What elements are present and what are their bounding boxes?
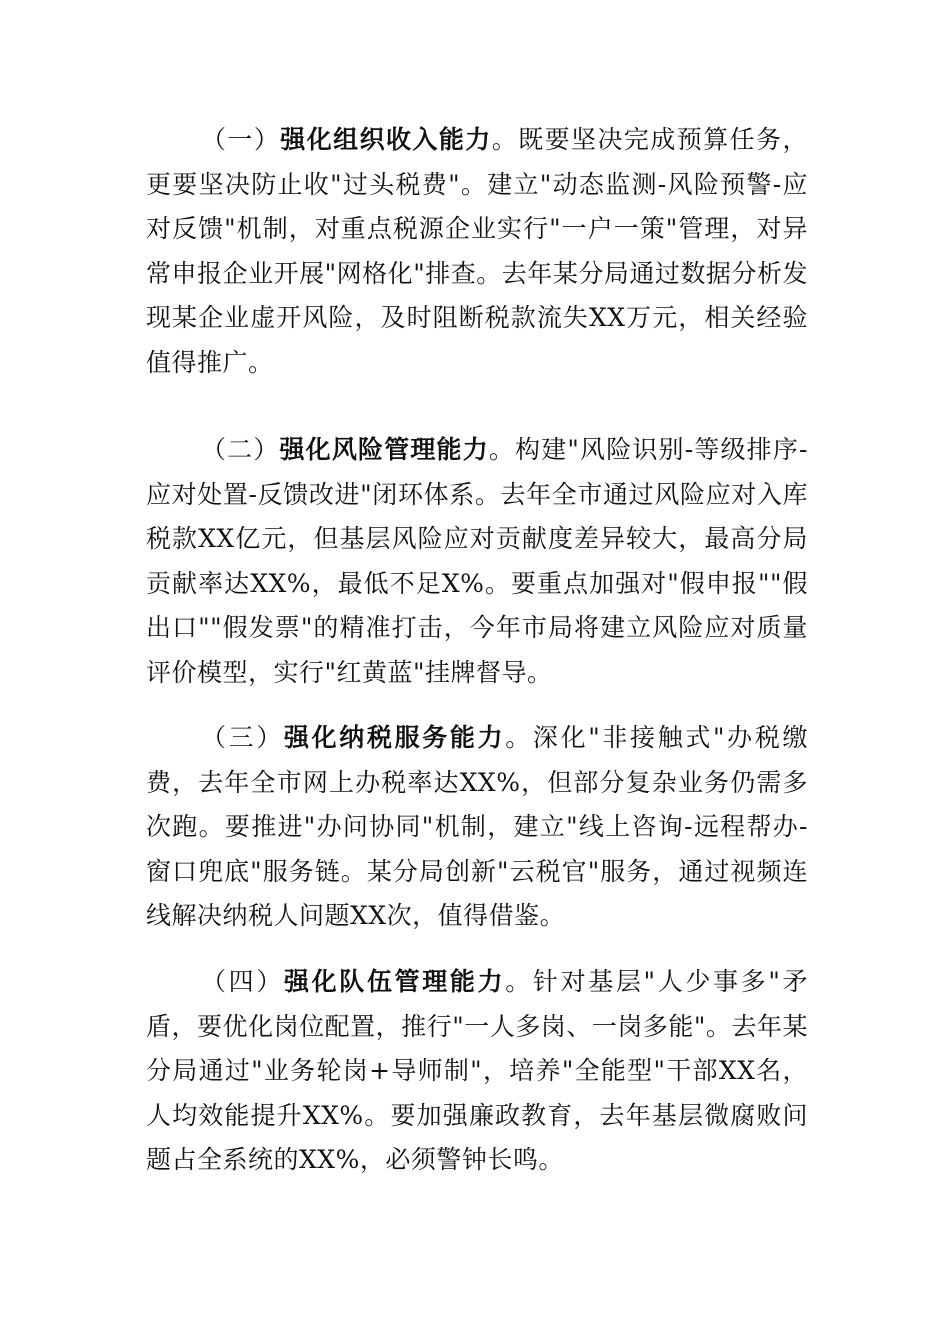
paragraph-4 [146, 960, 808, 1183]
paragraph-2-number: （二） [201, 435, 280, 464]
paragraph-3-heading: 强化纳税服务能力 [283, 723, 506, 752]
paragraph-3-body: 。深化"非接触式"办税缴费，去年全市网上办税率达XX%，但部分复杂业务仍需多次跑。要推进"办问协同"机制，建立"线上咨询-远程帮办-窗口兜底"服务链。某分局创新"云税官"服务，通过视频连线解决纳税人问题XX次，值得借鉴。 [146, 723, 808, 931]
paragraph-1 [146, 118, 808, 386]
paragraph-1-body: 。既要坚决完成预算任务，更要坚决防止收"过头税费"。建立"动态监测-风险预警-应对反馈"机制，对重点税源企业实行"一户一策"管理，对异常申报企业开展"网格化"排查。去年某分局通过数据分析发现某企业虚开风险，及时阻断税款流失XX万元，相关经验值得推广。 [146, 125, 808, 377]
paragraph-1-heading: 强化组织收入能力 [280, 125, 492, 154]
paragraph-4-body: 。针对基层"人少事多"矛盾，要优化岗位配置，推行"一人多岗、一岗多能"。去年某分局通过"业务轮岗+导师制"，培养"全能型"干部XX名，人均效能提升XX%。要加强廉政教育，去年基层微腐败问题占全系统的XX%，必须警钟长鸣。 [146, 967, 808, 1175]
paragraph-3-number: （三） [201, 723, 284, 752]
paragraph-2-heading: 强化风险管理能力 [279, 435, 489, 464]
paragraph-3 [146, 716, 808, 939]
paragraph-1-number: （一） [201, 125, 281, 154]
paragraph-4-number: （四） [201, 967, 284, 996]
paragraph-4-heading: 强化队伍管理能力 [283, 967, 506, 996]
paragraph-2-body: 。构建"风险识别-等级排序-应对处置-反馈改进"闭环体系。去年全市通过风险应对入库税款XX亿元，但基层风险应对贡献度差异较大，最高分局贡献率达XX%，最低不足X%。要重点加强对"假申报""假出口""假发票"的精准打击，今年市局将建立风险应对质量评价模型，实行"红黄蓝"挂牌督导。 [146, 435, 808, 687]
paragraph-2 [146, 428, 808, 696]
